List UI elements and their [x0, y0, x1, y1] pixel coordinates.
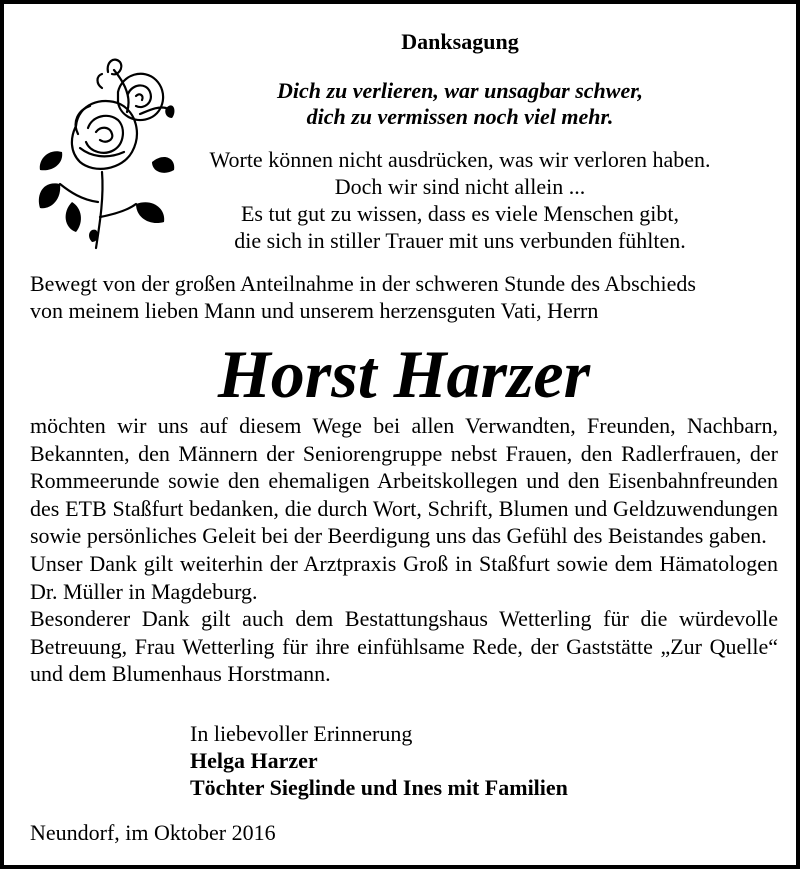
verse-line: Doch wir sind nicht allein ... — [334, 174, 586, 199]
intro-text — [30, 270, 780, 324]
place-date: Neundorf, im Oktober 2016 — [30, 820, 276, 845]
signature-name: Helga Harzer — [190, 748, 318, 773]
deceased-name: Horst Harzer — [217, 336, 591, 412]
intro-line: Bewegt von der großen Anteilnahme in der schweren Stunde des Abschieds — [30, 271, 696, 296]
thanks-paragraph: möchten wir uns auf diesem Wege bei allen Verwandten, Freunden, Nachbarn, Bekannten, den Männern der Seniorengruppe nebst Frauen, den Radlerfrauen, der Rommeerunde sowie den ehemaligen Arbeitskollegen und den Eisenbahnfreunden des ETB Staßfurt bedanken, die durch Wort, Schrift, Blumen und Geldzuwendungen sowie persönliches Geleit bei der Beerdigung uns das Gefühl des Beistandes gaben. — [30, 413, 778, 549]
rose-icon — [32, 52, 177, 250]
quote-line: dich zu vermissen noch viel mehr. — [306, 104, 614, 129]
thanks-paragraph: Unser Dank gilt weiterhin der Arztpraxis Groß in Staßfurt sowie dem Hämatologen Dr. Müller in Magdeburg. — [30, 550, 778, 604]
notice-heading: Danksagung — [401, 29, 519, 54]
signature-family: Töchter Sieglinde und Ines mit Familien — [190, 775, 568, 800]
signature-intro: In liebevoller Erinnerung — [190, 721, 413, 746]
thanks-paragraph: Besonderer Dank gilt auch dem Bestattungshaus Wetterling für die würdevolle Betreuung, Frau Wetterling für ihre einfühlsame Rede, der Gaststätte „Zur Quelle“ und dem Blumenhaus Horstmann. — [30, 606, 778, 687]
quote-line: Dich zu verlieren, war unsagbar schwer, — [276, 78, 644, 103]
quote-block — [204, 78, 716, 130]
thanks-body — [30, 412, 778, 688]
verse-line: Worte können nicht ausdrücken, was wir verloren haben. — [209, 147, 711, 172]
verse-line: Es tut gut zu wissen, dass es viele Menschen gibt, — [240, 201, 680, 226]
signature-block — [190, 720, 750, 801]
verse-line: die sich in stiller Trauer mit uns verbunden fühlten. — [234, 228, 686, 253]
verse-block — [164, 146, 756, 254]
intro-line: von meinem lieben Mann und unserem herzensguten Vati, Herrn — [30, 298, 599, 323]
